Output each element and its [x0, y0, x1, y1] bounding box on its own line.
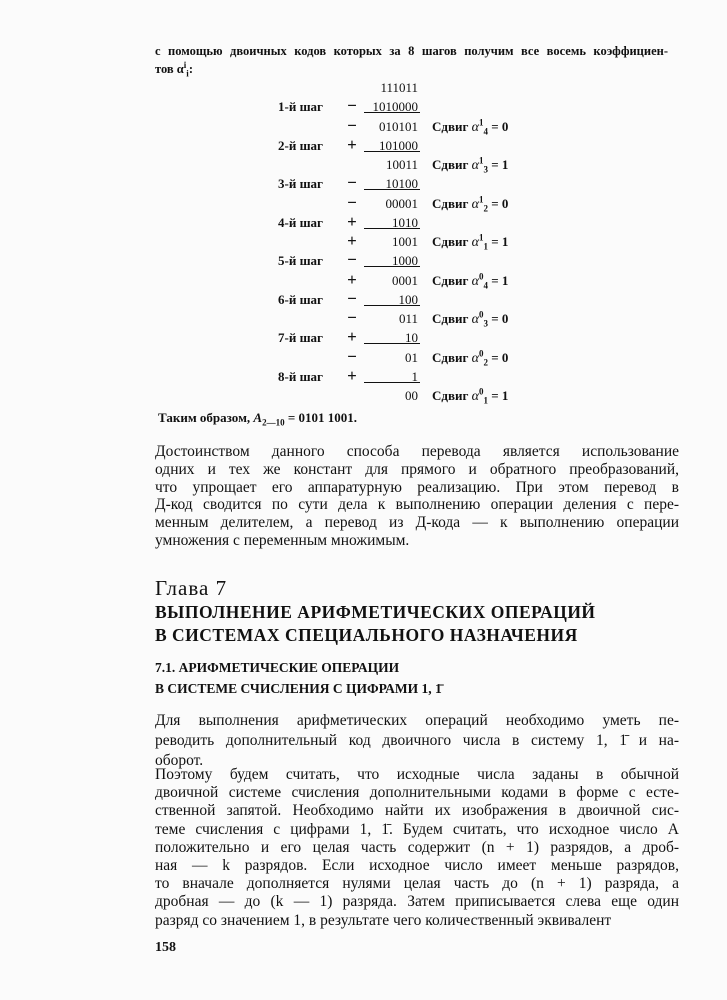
subtraction-rule [364, 112, 420, 113]
binary-number: 1000 [392, 253, 418, 269]
chapter-heading: Глава 7 [155, 576, 228, 600]
step-row [270, 97, 600, 116]
step-label: 4-й шаг [278, 214, 323, 230]
result-prefix: Таким образом, [158, 410, 254, 425]
binary-number: 010101 [379, 118, 418, 134]
operation-sign: − [347, 115, 357, 135]
step-row [270, 78, 600, 97]
text-line: двоичной системе счисления дополнительными кодами в форме с есте- [155, 784, 679, 802]
shift-word: Сдвиг [432, 311, 469, 326]
shift-value: 1 [501, 272, 509, 288]
alpha-symbol: α [471, 350, 479, 366]
subscript: 2 [483, 203, 488, 214]
shift-word: Сдвиг [432, 349, 469, 365]
step-label: 7-й шаг [278, 330, 323, 346]
shift-value: 0 [501, 349, 509, 365]
binary-number: 00 [405, 388, 418, 403]
superscript: 1 [479, 155, 484, 166]
operation-sign: + [347, 327, 357, 347]
shift-value: 0 [501, 195, 509, 211]
shift-word: Сдвиг [432, 157, 469, 172]
superscript: 1 [479, 117, 484, 128]
intro-text [155, 42, 668, 78]
alpha-symbol: α [471, 273, 479, 289]
alpha-symbol: α [471, 312, 479, 327]
subscript: 1 [483, 241, 488, 252]
superscript: 0 [479, 309, 484, 320]
subtraction-rule [364, 189, 420, 190]
step-row [270, 155, 600, 174]
shift-word: Сдвиг [432, 195, 469, 211]
text-line: реводить дополнительный код двоичного числа в систему 1, 1̄ и на- [155, 732, 679, 749]
text-line: теме счисления с цифрами 1, 1̄. Будем считать, что исходное число A [155, 820, 679, 838]
shift-note: Сдвиг $\alpha^1_4 = 0$ [432, 117, 509, 137]
intro-line [155, 60, 668, 78]
text-line: Для выполнения арифметических операций необходимо уметь пе- [155, 712, 679, 729]
text-line: менным делителем, а перевод из Д-кода — к выполнению операции [155, 514, 679, 532]
shift-value: 1 [501, 388, 509, 403]
step-row [270, 194, 600, 213]
text-line: что упрощает его аппаратурную реализацию. При этом перевод в [155, 478, 679, 496]
step-row [270, 117, 600, 136]
binary-number: 10100 [385, 176, 418, 192]
subtraction-rule [364, 382, 420, 383]
step-row [270, 271, 600, 290]
subscript: 1 [483, 395, 488, 406]
text-line: Поэтому будем считать, что исходные числа заданы в обычной [155, 766, 679, 783]
binary-number: 1010000 [372, 99, 418, 115]
shift-value: 0 [501, 311, 509, 326]
shift-value: 1 [501, 157, 509, 172]
subscript: i [186, 68, 189, 79]
step-row [270, 348, 600, 367]
text-line: положительно и его целая часть содержит (n + 1) разрядов, а дроб- [155, 838, 679, 856]
subscript: 2 [483, 357, 488, 368]
alpha-symbol: α [471, 158, 479, 173]
binary-number: 101000 [379, 137, 418, 153]
shift-word: Сдвиг [432, 234, 469, 249]
subtraction-rule [364, 305, 420, 306]
shift-value: 0 [501, 118, 509, 134]
subtraction-rule [364, 228, 420, 229]
step-label: 2-й шаг [278, 137, 323, 153]
shift-note: Сдвиг $\alpha^0_2 = 0$ [432, 348, 509, 368]
result-subscript: 2—10 [262, 417, 285, 428]
shift-note: Сдвиг $\alpha^0_1 = 1$ [432, 386, 509, 406]
shift-note: Сдвиг $\alpha^0_4 = 1$ [432, 271, 509, 291]
result-value: = 0101 1001. [284, 410, 358, 425]
superscript: i [183, 59, 187, 70]
superscript: 1 [479, 194, 484, 205]
binary-number: 0001 [392, 272, 418, 288]
superscript: 0 [479, 348, 484, 359]
step-row [270, 136, 600, 155]
subtraction-rule [364, 266, 420, 267]
step-row [270, 328, 600, 347]
result-variable: A [253, 410, 263, 425]
alpha-symbol: α [471, 196, 479, 212]
text-line: Д-код сводится по сути дела к выполнению операции деления с пере- [155, 496, 679, 514]
intro-text-part: : [188, 62, 193, 76]
text-line: ственной запятой. Необходимо найти их изображения в двоичной сис- [155, 802, 679, 820]
chapter-title-line: В СИСТЕМАХ СПЕЦИАЛЬНОГО НАЗНАЧЕНИЯ [155, 625, 578, 645]
step-label: 6-й шаг [278, 291, 323, 307]
page-number: 158 [155, 940, 176, 955]
paragraph-2 [155, 711, 679, 771]
subtraction-rule [364, 151, 420, 152]
text-line: дробная — до (k — 1) разряда. Затем приписывается слева еще один [155, 893, 679, 911]
operation-sign: + [347, 365, 357, 385]
operation-sign: − [347, 288, 357, 308]
text-line: умножения с переменным множимым. [155, 531, 410, 549]
text-line: Достоинством данного способа перевода является использование [155, 443, 679, 460]
shift-note: Сдвиг $\alpha^1_3 = 1$ [432, 155, 509, 175]
binary-number: 011 [398, 311, 418, 326]
subscript: 4 [483, 280, 488, 291]
step-row [270, 290, 600, 309]
step-row [270, 213, 600, 232]
result-line [158, 410, 357, 426]
operation-sign: − [347, 308, 357, 327]
intro-text-part: тов α [155, 62, 184, 76]
binary-number: 1010 [392, 214, 418, 230]
operation-sign: − [347, 250, 357, 270]
step-row [270, 309, 600, 328]
text-line: ная — k разрядов. Если исходное число имеет меньше разрядов, [155, 857, 679, 875]
operation-sign: − [347, 346, 357, 366]
binary-number: 10011 [385, 157, 418, 172]
shift-note: Сдвиг $\alpha^0_3 = 0$ [432, 309, 509, 329]
text-line: оборот. [155, 752, 204, 769]
operation-sign: + [347, 134, 357, 154]
step-label: 5-й шаг [278, 253, 323, 269]
step-row [270, 174, 600, 193]
operation-sign: − [347, 173, 357, 193]
binary-number: 111011 [380, 80, 418, 95]
paragraph-1 [155, 443, 679, 550]
conversion-steps [270, 78, 600, 405]
alpha-symbol: α [471, 389, 479, 404]
alpha-symbol: α [471, 235, 479, 250]
superscript: 0 [479, 386, 484, 397]
subscript: 3 [483, 164, 488, 175]
shift-word: Сдвиг [432, 388, 469, 403]
text-line: разряд со значением 1, в результате чего количественный эквивалент [155, 911, 612, 929]
subscript: 3 [483, 318, 488, 329]
binary-number: 1 [411, 368, 418, 384]
shift-word: Сдвиг [432, 272, 469, 288]
binary-number: 01 [405, 349, 418, 365]
shift-value: 1 [501, 234, 509, 249]
step-row [270, 251, 600, 270]
step-label: 1-й шаг [278, 99, 323, 115]
step-row [270, 386, 600, 405]
shift-note: Сдвиг $\alpha^1_1 = 1$ [432, 232, 509, 252]
section-title-line: В СИСТЕМЕ СЧИСЛЕНИЯ С ЦИФРАМИ 1, 1̄ [155, 681, 442, 696]
operation-sign: − [347, 192, 357, 212]
operation-sign: − [347, 96, 357, 116]
paragraph-3 [155, 766, 679, 930]
operation-sign: + [347, 231, 357, 250]
binary-number: 10 [405, 330, 418, 346]
section-title-line: 7.1. АРИФМЕТИЧЕСКИЕ ОПЕРАЦИИ [155, 660, 400, 675]
step-row [270, 367, 600, 386]
operation-sign: + [347, 269, 357, 289]
subtraction-rule [364, 343, 420, 344]
superscript: 0 [479, 271, 484, 282]
shift-note: Сдвиг $\alpha^1_2 = 0$ [432, 194, 509, 214]
text-line: одних и тех же констант для прямого и обратного преобразований, [155, 460, 679, 478]
text-line: то вначале дополняется нулями целая часть до (n + 1) разряда, а [155, 875, 679, 893]
shift-word: Сдвиг [432, 118, 469, 134]
step-row [270, 232, 600, 251]
chapter-title-line: ВЫПОЛНЕНИЕ АРИФМЕТИЧЕСКИХ ОПЕРАЦИЙ [155, 602, 596, 622]
binary-number: 100 [398, 291, 418, 307]
binary-number: 00001 [385, 195, 418, 211]
binary-number: 1001 [392, 234, 418, 249]
alpha-symbol: α [471, 119, 479, 135]
operation-sign: + [347, 211, 357, 231]
subscript: 4 [483, 126, 488, 137]
step-label: 3-й шаг [278, 176, 323, 192]
superscript: 1 [479, 232, 484, 243]
intro-line: с помощью двоичных кодов которых за 8 шагов получим все восемь коэффициен- [155, 44, 668, 58]
step-label: 8-й шаг [278, 368, 323, 384]
